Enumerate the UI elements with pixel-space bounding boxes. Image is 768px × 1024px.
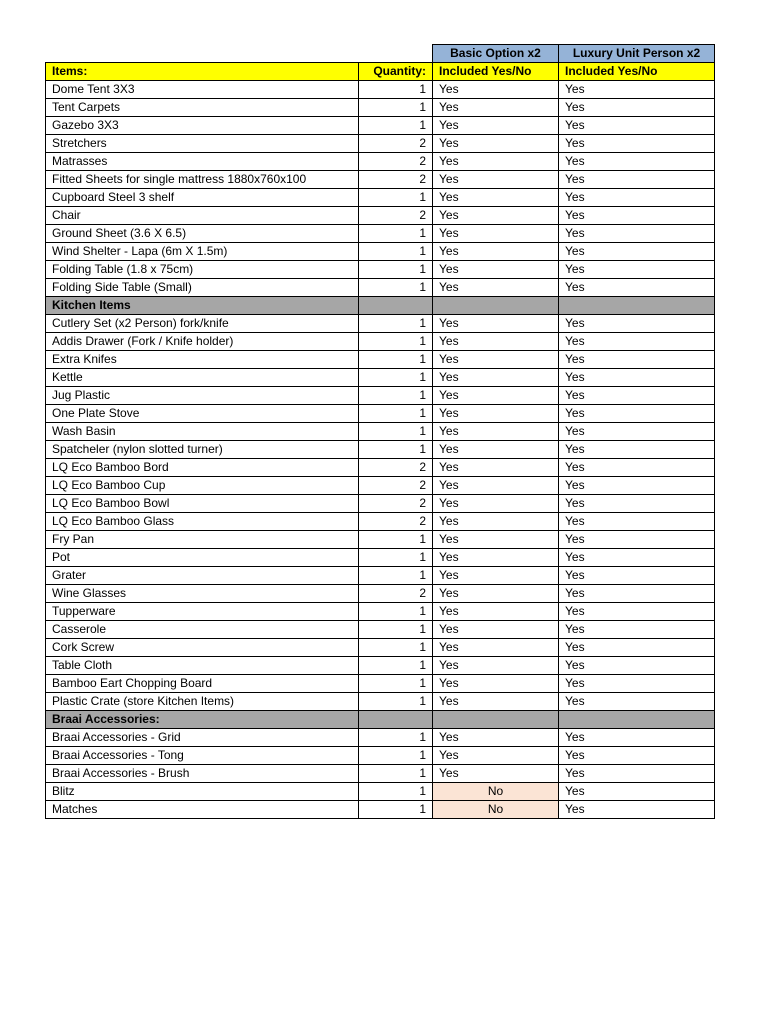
- item-cell: Matches: [46, 801, 359, 819]
- quantity-cell: 1: [359, 99, 433, 117]
- item-cell: Fitted Sheets for single mattress 1880x760x100: [46, 171, 359, 189]
- luxury-included-cell: Yes: [559, 621, 715, 639]
- basic-included-cell: Yes: [433, 585, 559, 603]
- luxury-included-cell: Yes: [559, 441, 715, 459]
- luxury-included-cell: Yes: [559, 459, 715, 477]
- basic-included-cell: Yes: [433, 549, 559, 567]
- luxury-included-cell: Yes: [559, 765, 715, 783]
- luxury-included-cell: Yes: [559, 729, 715, 747]
- luxury-included-cell: Yes: [559, 99, 715, 117]
- basic-included-cell: Yes: [433, 135, 559, 153]
- quantity-cell: 1: [359, 279, 433, 297]
- luxury-included-cell: Yes: [559, 243, 715, 261]
- table-row: [46, 693, 715, 711]
- item-cell: Table Cloth: [46, 657, 359, 675]
- luxury-included-cell: Yes: [559, 153, 715, 171]
- luxury-included-cell: Yes: [559, 549, 715, 567]
- table-row: [46, 117, 715, 135]
- item-cell: Wash Basin: [46, 423, 359, 441]
- basic-included-cell: Yes: [433, 477, 559, 495]
- basic-included-cell: Yes: [433, 207, 559, 225]
- table-row: [46, 351, 715, 369]
- item-cell: Spatcheler (nylon slotted turner): [46, 441, 359, 459]
- luxury-included-cell: Yes: [559, 531, 715, 549]
- luxury-included-cell: Yes: [559, 351, 715, 369]
- basic-included-cell: Yes: [433, 639, 559, 657]
- quantity-cell: 1: [359, 675, 433, 693]
- item-cell: LQ Eco Bamboo Bord: [46, 459, 359, 477]
- section-empty-cell: [433, 711, 559, 729]
- quantity-cell: 1: [359, 189, 433, 207]
- section-label: Kitchen Items: [46, 297, 359, 315]
- quantity-cell: 2: [359, 171, 433, 189]
- quantity-cell: 1: [359, 423, 433, 441]
- luxury-included-cell: Yes: [559, 315, 715, 333]
- blank-cell: [46, 45, 359, 63]
- basic-included-cell: No: [433, 783, 559, 801]
- quantity-cell: 1: [359, 801, 433, 819]
- basic-included-cell: Yes: [433, 747, 559, 765]
- item-cell: Gazebo 3X3: [46, 117, 359, 135]
- table-row: [46, 405, 715, 423]
- basic-included-cell: Yes: [433, 279, 559, 297]
- luxury-included-cell: Yes: [559, 171, 715, 189]
- basic-included-cell: Yes: [433, 441, 559, 459]
- basic-included-cell: Yes: [433, 117, 559, 135]
- quantity-cell: 1: [359, 315, 433, 333]
- luxury-included-cell: Yes: [559, 585, 715, 603]
- quantity-cell: 1: [359, 783, 433, 801]
- table-row: [46, 225, 715, 243]
- quantity-cell: 2: [359, 477, 433, 495]
- item-cell: LQ Eco Bamboo Cup: [46, 477, 359, 495]
- luxury-included-cell: Yes: [559, 675, 715, 693]
- quantity-cell: 1: [359, 369, 433, 387]
- quantity-cell: 1: [359, 225, 433, 243]
- table-row: [46, 189, 715, 207]
- item-cell: LQ Eco Bamboo Bowl: [46, 495, 359, 513]
- table-row: [46, 207, 715, 225]
- table-row: [46, 747, 715, 765]
- item-cell: Braai Accessories - Brush: [46, 765, 359, 783]
- section-empty-cell: [433, 297, 559, 315]
- quantity-cell: 1: [359, 747, 433, 765]
- item-cell: Pot: [46, 549, 359, 567]
- item-cell: Cutlery Set (x2 Person) fork/knife: [46, 315, 359, 333]
- table-row: [46, 549, 715, 567]
- basic-included-cell: Yes: [433, 495, 559, 513]
- basic-included-cell: Yes: [433, 81, 559, 99]
- luxury-included-cell: Yes: [559, 657, 715, 675]
- basic-included-cell: Yes: [433, 99, 559, 117]
- luxury-included-cell: Yes: [559, 747, 715, 765]
- basic-included-cell: Yes: [433, 369, 559, 387]
- basic-included-cell: Yes: [433, 189, 559, 207]
- basic-included-cell: Yes: [433, 765, 559, 783]
- basic-included-cell: Yes: [433, 315, 559, 333]
- quantity-cell: 2: [359, 207, 433, 225]
- basic-included-cell: Yes: [433, 153, 559, 171]
- quantity-cell: 2: [359, 459, 433, 477]
- quantity-cell: 1: [359, 693, 433, 711]
- quantity-cell: 1: [359, 765, 433, 783]
- item-cell: Matrasses: [46, 153, 359, 171]
- table-row: [46, 387, 715, 405]
- basic-included-cell: Yes: [433, 459, 559, 477]
- item-cell: Plastic Crate (store Kitchen Items): [46, 693, 359, 711]
- table-row: [46, 135, 715, 153]
- basic-included-cell: Yes: [433, 675, 559, 693]
- item-cell: One Plate Stove: [46, 405, 359, 423]
- basic-included-cell: Yes: [433, 243, 559, 261]
- luxury-unit-header: Luxury Unit Person x2: [559, 45, 715, 63]
- items-column-header: Items:: [46, 63, 359, 81]
- item-cell: Cupboard Steel 3 shelf: [46, 189, 359, 207]
- basic-included-cell: Yes: [433, 657, 559, 675]
- item-cell: LQ Eco Bamboo Glass: [46, 513, 359, 531]
- quantity-cell: 1: [359, 549, 433, 567]
- item-cell: Kettle: [46, 369, 359, 387]
- table-row: [46, 657, 715, 675]
- item-cell: Bamboo Eart Chopping Board: [46, 675, 359, 693]
- table-row: [46, 369, 715, 387]
- quantity-column-header: Quantity:: [359, 63, 433, 81]
- item-cell: Tent Carpets: [46, 99, 359, 117]
- section-row: [46, 711, 715, 729]
- luxury-included-cell: Yes: [559, 639, 715, 657]
- table-row: [46, 279, 715, 297]
- quantity-cell: 1: [359, 243, 433, 261]
- basic-included-cell: Yes: [433, 513, 559, 531]
- table-row: [46, 585, 715, 603]
- table-row: [46, 765, 715, 783]
- table-row: [46, 99, 715, 117]
- basic-included-cell: Yes: [433, 333, 559, 351]
- item-cell: Dome Tent 3X3: [46, 81, 359, 99]
- luxury-included-cell: Yes: [559, 207, 715, 225]
- luxury-included-cell: Yes: [559, 567, 715, 585]
- table-row: [46, 423, 715, 441]
- section-empty-cell: [559, 711, 715, 729]
- table-row: [46, 171, 715, 189]
- item-cell: Wine Glasses: [46, 585, 359, 603]
- table-row: [46, 459, 715, 477]
- luxury-included-cell: Yes: [559, 495, 715, 513]
- luxury-included-cell: Yes: [559, 801, 715, 819]
- table-row: [46, 675, 715, 693]
- basic-included-cell: Yes: [433, 171, 559, 189]
- luxury-included-cell: Yes: [559, 333, 715, 351]
- basic-included-cell: Yes: [433, 603, 559, 621]
- table-row: [46, 153, 715, 171]
- column-header-row: [46, 63, 715, 81]
- table-row: [46, 783, 715, 801]
- item-cell: Wind Shelter - Lapa (6m X 1.5m): [46, 243, 359, 261]
- blank-cell: [359, 45, 433, 63]
- item-cell: Stretchers: [46, 135, 359, 153]
- basic-option-header: Basic Option x2: [433, 45, 559, 63]
- item-cell: Chair: [46, 207, 359, 225]
- item-cell: Jug Plastic: [46, 387, 359, 405]
- item-cell: Folding Side Table (Small): [46, 279, 359, 297]
- quantity-cell: 1: [359, 603, 433, 621]
- section-empty-cell: [359, 297, 433, 315]
- basic-included-cell: Yes: [433, 693, 559, 711]
- quantity-cell: 1: [359, 387, 433, 405]
- quantity-cell: 1: [359, 351, 433, 369]
- item-cell: Braai Accessories - Tong: [46, 747, 359, 765]
- basic-included-cell: Yes: [433, 567, 559, 585]
- basic-included-cell: Yes: [433, 261, 559, 279]
- basic-included-cell: Yes: [433, 531, 559, 549]
- item-cell: Casserole: [46, 621, 359, 639]
- item-cell: Folding Table (1.8 x 75cm): [46, 261, 359, 279]
- item-cell: Cork Screw: [46, 639, 359, 657]
- quantity-cell: 1: [359, 441, 433, 459]
- table-row: [46, 81, 715, 99]
- luxury-included-column-header: Included Yes/No: [559, 63, 715, 81]
- luxury-included-cell: Yes: [559, 117, 715, 135]
- luxury-included-cell: Yes: [559, 225, 715, 243]
- table-row: [46, 333, 715, 351]
- item-cell: Fry Pan: [46, 531, 359, 549]
- basic-included-column-header: Included Yes/No: [433, 63, 559, 81]
- item-cell: Braai Accessories - Grid: [46, 729, 359, 747]
- luxury-included-cell: Yes: [559, 423, 715, 441]
- luxury-included-cell: Yes: [559, 513, 715, 531]
- quantity-cell: 1: [359, 81, 433, 99]
- quantity-cell: 1: [359, 333, 433, 351]
- table-row: [46, 495, 715, 513]
- luxury-included-cell: Yes: [559, 405, 715, 423]
- table-row: [46, 441, 715, 459]
- table-row: [46, 621, 715, 639]
- table-row: [46, 243, 715, 261]
- section-row: [46, 297, 715, 315]
- quantity-cell: 2: [359, 153, 433, 171]
- luxury-included-cell: Yes: [559, 477, 715, 495]
- table-row: [46, 603, 715, 621]
- table-row: [46, 261, 715, 279]
- quantity-cell: 1: [359, 261, 433, 279]
- table-row: [46, 315, 715, 333]
- section-empty-cell: [359, 711, 433, 729]
- table-row: [46, 477, 715, 495]
- item-cell: Extra Knifes: [46, 351, 359, 369]
- item-cell: Grater: [46, 567, 359, 585]
- quantity-cell: 1: [359, 639, 433, 657]
- table-row: [46, 639, 715, 657]
- quantity-cell: 2: [359, 495, 433, 513]
- table-row: [46, 513, 715, 531]
- quantity-cell: 1: [359, 567, 433, 585]
- section-empty-cell: [559, 297, 715, 315]
- luxury-included-cell: Yes: [559, 693, 715, 711]
- luxury-included-cell: Yes: [559, 387, 715, 405]
- section-label: Braai Accessories:: [46, 711, 359, 729]
- quantity-cell: 1: [359, 117, 433, 135]
- basic-included-cell: Yes: [433, 423, 559, 441]
- item-cell: Tupperware: [46, 603, 359, 621]
- basic-included-cell: Yes: [433, 621, 559, 639]
- table-row: [46, 801, 715, 819]
- luxury-included-cell: Yes: [559, 603, 715, 621]
- luxury-included-cell: Yes: [559, 783, 715, 801]
- luxury-included-cell: Yes: [559, 135, 715, 153]
- table-row: [46, 567, 715, 585]
- quantity-cell: 2: [359, 513, 433, 531]
- basic-included-cell: Yes: [433, 405, 559, 423]
- basic-included-cell: Yes: [433, 225, 559, 243]
- luxury-included-cell: Yes: [559, 81, 715, 99]
- table-body: [46, 45, 715, 819]
- quantity-cell: 1: [359, 531, 433, 549]
- quantity-cell: 2: [359, 135, 433, 153]
- quantity-cell: 2: [359, 585, 433, 603]
- quantity-cell: 1: [359, 729, 433, 747]
- luxury-included-cell: Yes: [559, 279, 715, 297]
- quantity-cell: 1: [359, 657, 433, 675]
- item-cell: Blitz: [46, 783, 359, 801]
- equipment-table: [45, 44, 715, 819]
- group-header-row: [46, 45, 715, 63]
- luxury-included-cell: Yes: [559, 189, 715, 207]
- item-cell: Ground Sheet (3.6 X 6.5): [46, 225, 359, 243]
- item-cell: Addis Drawer (Fork / Knife holder): [46, 333, 359, 351]
- luxury-included-cell: Yes: [559, 261, 715, 279]
- basic-included-cell: Yes: [433, 729, 559, 747]
- table-row: [46, 729, 715, 747]
- luxury-included-cell: Yes: [559, 369, 715, 387]
- basic-included-cell: Yes: [433, 387, 559, 405]
- table-row: [46, 531, 715, 549]
- quantity-cell: 1: [359, 405, 433, 423]
- basic-included-cell: Yes: [433, 351, 559, 369]
- quantity-cell: 1: [359, 621, 433, 639]
- basic-included-cell: No: [433, 801, 559, 819]
